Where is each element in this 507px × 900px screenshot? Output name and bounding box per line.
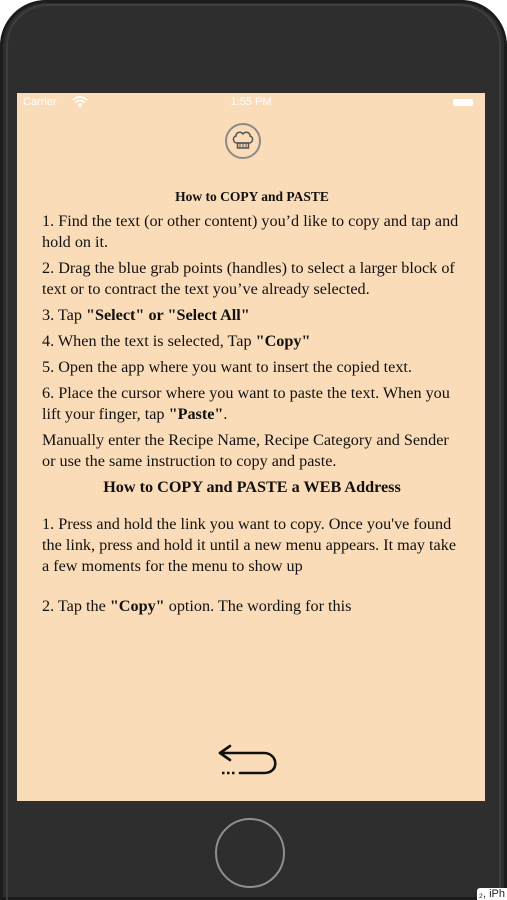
- step-3: [42, 305, 462, 326]
- step-6-text: 6. Place the cursor where you want to paste the text. When you lift your finger, tap: [42, 384, 450, 423]
- back-button[interactable]: [213, 737, 287, 783]
- web-step-2: [42, 596, 462, 617]
- step-3-text: 3. Tap: [42, 306, 86, 324]
- step-6: [42, 383, 462, 425]
- web-step-2-text: 2. Tap the: [42, 597, 110, 615]
- spacer: [42, 582, 462, 596]
- app-screen: [17, 93, 485, 801]
- status-time: 1:55 PM: [230, 96, 272, 108]
- web-step-2-bold: "Copy": [109, 597, 165, 615]
- battery-icon: [453, 99, 473, 106]
- step-4-bold: "Copy": [255, 332, 311, 350]
- step-6-bold: "Paste": [168, 405, 224, 423]
- carrier-label: Carrier: [23, 96, 57, 108]
- step-5: 5. Open the app where you want to insert the copied text.: [42, 358, 412, 376]
- step-6-suffix: .: [223, 405, 228, 423]
- web-address-heading: How to COPY and PASTE a WEB Address: [103, 478, 401, 496]
- device-corner-text: ₂, iPh: [478, 888, 505, 900]
- status-bar: [17, 93, 485, 113]
- web-step-2-suffix: option. The wording for this: [164, 597, 352, 615]
- step-4: [42, 331, 462, 352]
- step-3-bold: "Select" or "Select All": [85, 306, 250, 324]
- step-1: 1. Find the text (or other content) you’d like to copy and tap and hold on it.: [42, 212, 459, 251]
- web-step-1: 1. Press and hold the link you want to copy. Once you've found the link, press and hold it until a new menu appears. It may take a few moments for the menu to show up: [42, 515, 457, 575]
- manual-note: Manually enter the Recipe Name, Recipe Category and Sender or use the same instruction to copy and paste.: [42, 431, 449, 470]
- step-2: 2. Drag the blue grab points (handles) to select a larger block of text or to contract the text you’ve already selected.: [42, 259, 455, 298]
- step-4-text: 4. When the text is selected, Tap: [42, 332, 256, 350]
- back-arrow-icon: [216, 740, 284, 780]
- chef-hat-icon: [232, 131, 254, 151]
- copy-paste-heading: How to COPY and PASTE: [175, 189, 329, 204]
- home-button[interactable]: [215, 818, 285, 888]
- chef-hat-button[interactable]: [225, 123, 261, 159]
- instructions-scroll[interactable]: [42, 189, 462, 707]
